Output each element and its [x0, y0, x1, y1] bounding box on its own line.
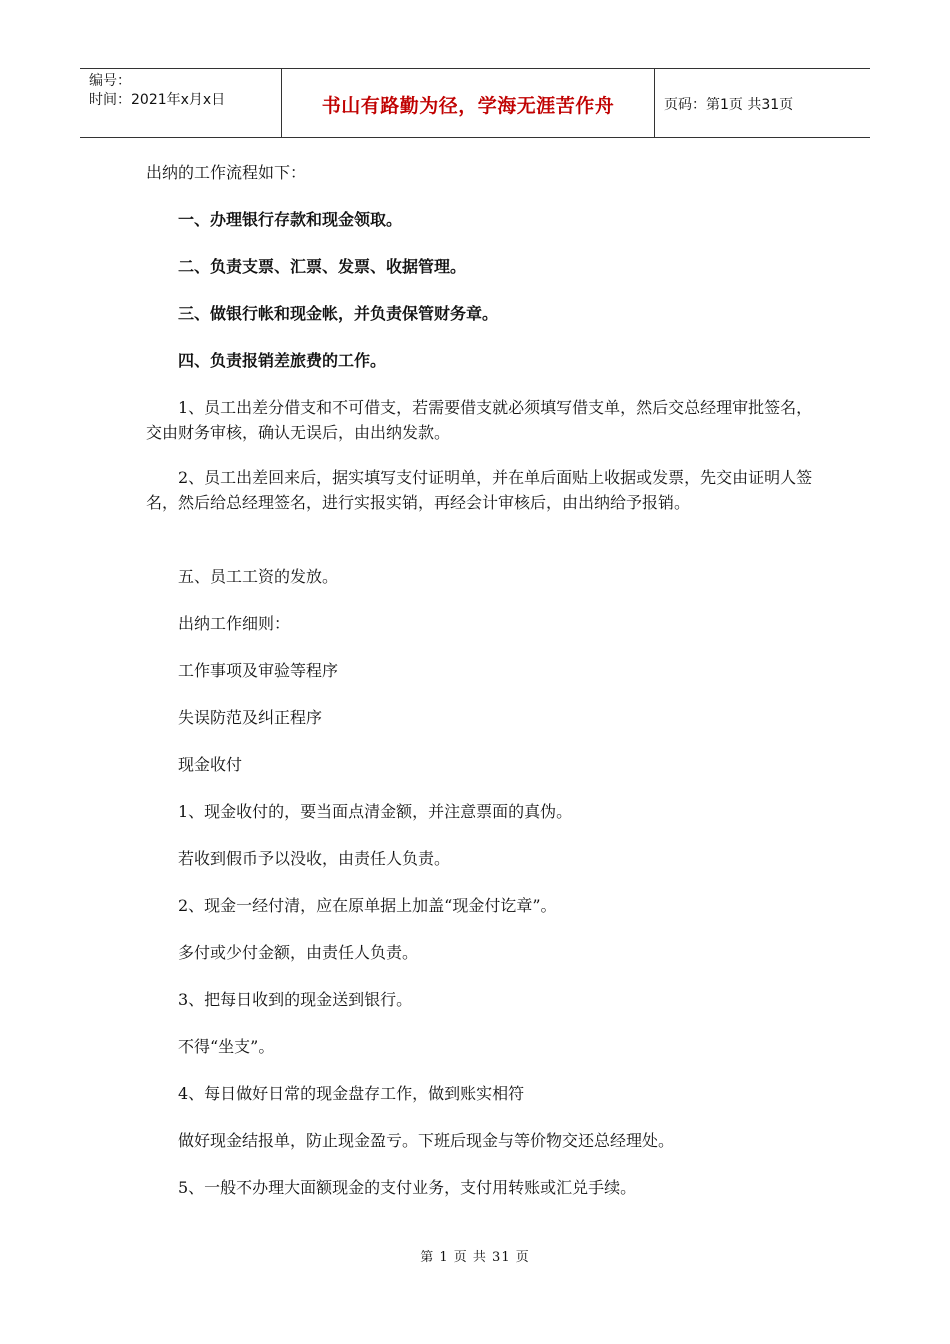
cash-rule-2-note: 多付或少付金额，由责任人负责。 — [146, 943, 419, 962]
bold-item-4: 四、负责报销差旅费的工作。 — [146, 351, 387, 370]
cash-rule-2: 2、现金一经付清，应在原单据上加盖“现金付讫章”。 — [146, 896, 557, 915]
page-footer: 第 1 页 共 31 页 — [420, 1250, 530, 1265]
document-number-label: 编号： — [89, 73, 131, 89]
header-motto-cell — [282, 69, 655, 137]
bold-item-1: 一、办理银行存款和现金领取。 — [146, 210, 403, 229]
cash-rule-4: 4、每日做好日常的现金盘存工作，做到账实相符 — [146, 1084, 525, 1103]
header-info-cell — [80, 69, 282, 137]
cash-rule-1: 1、现金收付的，要当面点清金额，并注意票面的真伪。 — [146, 802, 573, 821]
header-motto: 书山有路勤为径，学海无涯苦作舟 — [321, 95, 615, 117]
paragraph-item-1: 1、员工出差分借支和不可借支，若需要借支就必须填写借支单，然后交总经理审批签名，交由财务审核，确认无误后，由出纳发款。 — [146, 398, 813, 442]
cash-rule-3-note: 不得“坐支”。 — [146, 1037, 275, 1056]
header-page-cell — [655, 69, 870, 137]
page-header — [80, 68, 870, 138]
paragraph-item-5: 五、员工工资的发放。 — [146, 567, 339, 586]
rules-heading: 出纳工作细则： — [146, 614, 291, 633]
cash-rule-5: 5、一般不办理大面额现金的支付业务，支付用转账或汇兑手续。 — [146, 1178, 637, 1197]
bold-item-2: 二、负责支票、汇票、发票、收据管理。 — [146, 257, 467, 276]
rules-line-procedures: 工作事项及审验等程序 — [146, 661, 339, 680]
document-time-label: 时间：2021年x月x日 — [89, 92, 226, 108]
paragraph-item-2: 2、员工出差回来后，据实填写支付证明单，并在单后面贴上收据或发票，先交由证明人签名，然后给总经理签名，进行实报实销，再经会计审核后，由出纳给予报销。 — [146, 468, 813, 512]
cash-rule-4-note: 做好现金结报单，防止现金盈亏。下班后现金与等价物交还总经理处。 — [146, 1131, 675, 1150]
intro-paragraph: 出纳的工作流程如下： — [146, 163, 307, 182]
cash-rule-3: 3、把每日收到的现金送到银行。 — [146, 990, 413, 1009]
cash-rule-1-note: 若收到假币予以没收，由责任人负责。 — [146, 849, 451, 868]
header-page-info: 页码：第1页 共31页 — [664, 97, 794, 113]
bold-item-3: 三、做银行帐和现金帐，并负责保管财务章。 — [146, 304, 499, 323]
cash-section-heading: 现金收付 — [146, 755, 243, 774]
rules-line-prevention: 失误防范及纠正程序 — [146, 708, 323, 727]
